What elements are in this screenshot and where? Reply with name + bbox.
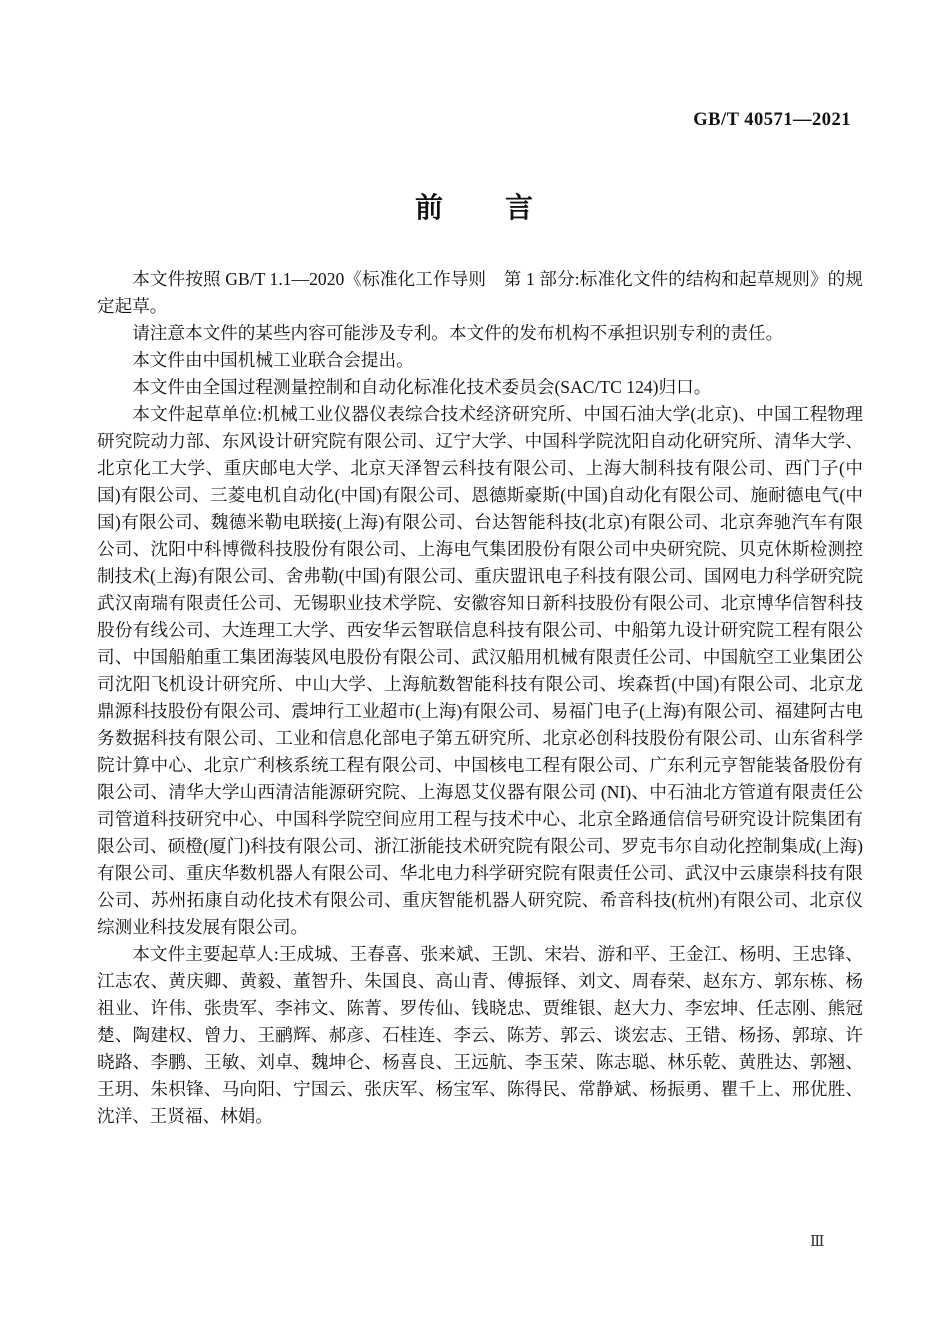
paragraph-centralized-by: 本文件由全国过程测量控制和自动化标准化技术委员会(SAC/TC 124)归口。 bbox=[132, 377, 712, 397]
standard-code: GB/T 40571—2021 bbox=[693, 110, 851, 130]
paragraph-drafting-organizations: 本文件起草单位:机械工业仪器仪表综合技术经济研究所、中国石油大学(北京)、中国工程物理研究院动力部、东风设计研究院有限公司、辽宁大学、中国科学院沈阳自动化研究所、清华大学、北京化工大学、重庆邮电大学、北京天泽智云科技有限公司、上海大制科技有限公司、西门子(中国)有限公司、三菱电机自动化(中国)有限公司、恩德斯豪斯(中国)自动化有限公司、施耐德电气(中国)有限公司、魏德米勒电联接(上海)有限公司、台达智能科技(北京)有限公司、北京奔驰汽车有限公司、沈阳中科博微科技股份有限公司、上海电气集团股份有限公司中央研究院、贝克休斯检测控制技术(上海)有限公司、舍弗勒(中国)有限公司、重庆盟讯电子科技有限公司、国网电力科学研究院武汉南瑞有限责任公司、无锡职业技术学院、安徽容知日新科技股份有限公司、北京博华信智科技股份有线公司、大连理工大学、西安华云智联信息科技有限公司、中船第九设计研究院工程有限公司、中国船舶重工集团海装风电股份有限公司、武汉船用机械有限责任公司、中国航空工业集团公司沈阳飞机设计研究所、中山大学、上海航数智能科技有限公司、埃森哲(中国)有限公司、北京龙鼎源科技股份有限公司、震坤行工业超市(上海)有限公司、易福门电子(上海)有限公司、福建阿古电务数据科技有限公司、工业和信息化部电子第五研究所、北京必创科技股份有限公司、山东省科学院计算中心、北京广利核系统工程有限公司、中国核电工程有限公司、广东利元亨智能装备股份有限公司、清华大学山西清洁能源研究院、上海恩艾仪器有限公司 (NI)、中石油北方管道有限责任公司管道科技研究中心、中国科学院空间应用工程与技术中心、北京全路通信信号研究设计院集团有限公司、硕橙(厦门)科技有限公司、浙江浙能技术研究院有限公司、罗克韦尔自动化控制集成(上海)有限公司、重庆华数机器人有限公司、华北电力科学研究院有限责任公司、武汉中云康崇科技有限公司、苏州拓康自动化技术有限公司、重庆智能机器人研究院、希音科技(杭州)有限公司、北京仪综测业科技发展有限公司。 bbox=[97, 404, 863, 937]
paragraph-main-drafters: 本文件主要起草人:王成城、王春喜、张来斌、王凯、宋岩、游和平、王金江、杨明、王忠锋、江志农、黄庆卿、黄毅、董智升、朱国良、高山青、傅振铎、刘文、周春荣、赵东方、郭东栋、杨祖业、许伟、张贵军、李祎文、陈菁、罗传仙、钱晓忠、贾维银、赵大力、李宏坤、任志刚、熊冠楚、陶建权、曾力、王鹂辉、郝彦、石桂连、李云、陈芳、郭云、谈宏志、王错、杨扬、郭琼、许晓路、李鹏、王敏、刘卓、魏坤仑、杨喜良、王远航、李玉荣、陈志聪、林乐乾、黄胜达、郭翘、王玥、朱枳锋、马向阳、宁国云、张庆军、杨宝军、陈得民、常静斌、杨振勇、瞿千上、邢优胜、沈洋、王贤福、林娟。 bbox=[97, 944, 863, 1126]
paragraph-drafting-basis: 本文件按照 GB/T 1.1—2020《标准化工作导则 第 1 部分:标准化文件的结构和起草规则》的规定起草。 bbox=[97, 269, 863, 316]
page-number: Ⅲ bbox=[810, 1234, 825, 1250]
page-title: 前 言 bbox=[414, 192, 535, 223]
document-body bbox=[97, 266, 863, 1130]
paragraph-patent-notice: 请注意本文件的某些内容可能涉及专利。本文件的发布机构不承担识别专利的责任。 bbox=[132, 323, 784, 343]
paragraph-proposed-by: 本文件由中国机械工业联合会提出。 bbox=[132, 350, 414, 370]
